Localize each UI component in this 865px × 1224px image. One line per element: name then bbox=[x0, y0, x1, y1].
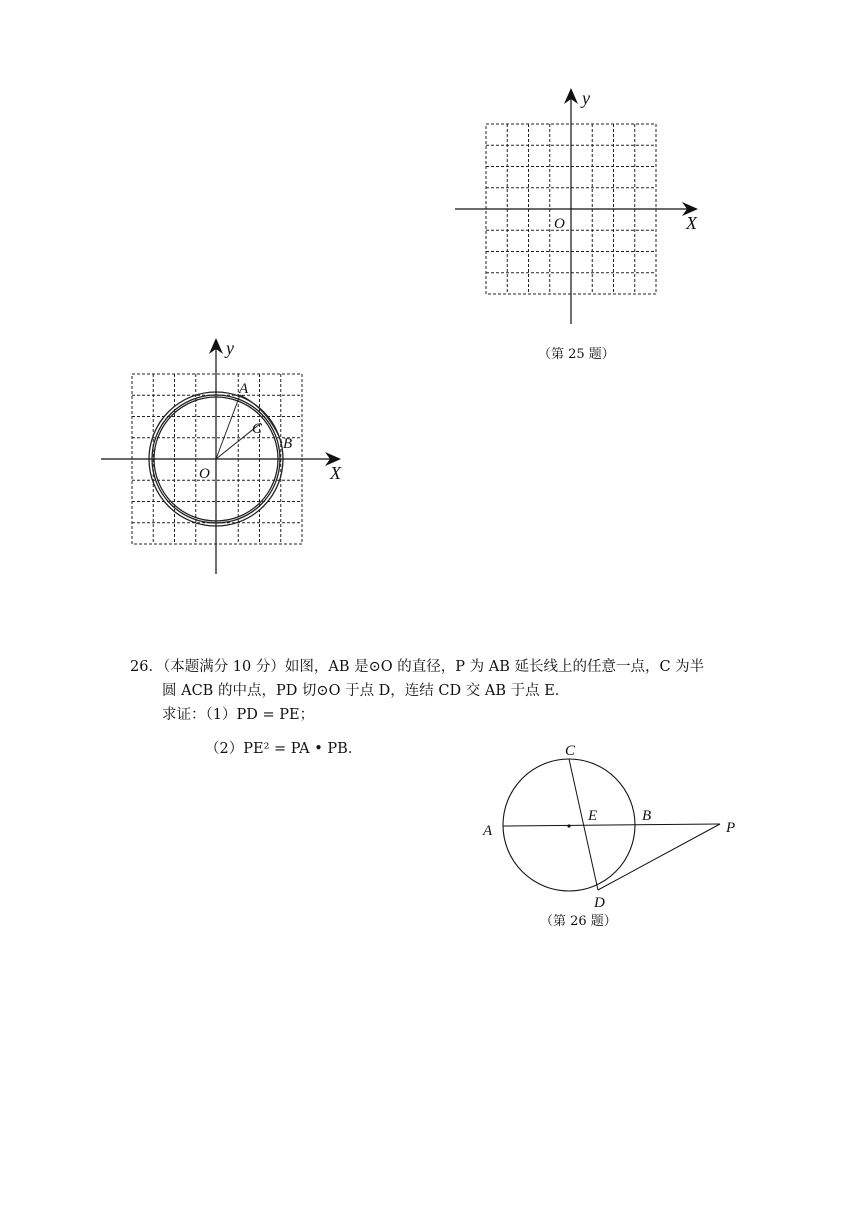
figure-26-diagram bbox=[470, 735, 750, 910]
line-pd bbox=[598, 824, 720, 890]
label-p: P bbox=[726, 820, 736, 836]
axis-x-label: X bbox=[330, 463, 341, 483]
figure-left-circle-grid bbox=[95, 333, 355, 583]
center-point bbox=[567, 824, 570, 827]
point-a-label: A bbox=[239, 381, 249, 397]
problem-26-line4: （2）PE² = PA • PB． bbox=[205, 741, 363, 757]
figure-25-grid bbox=[440, 80, 720, 330]
line-ap bbox=[503, 824, 720, 826]
label-c: C bbox=[565, 743, 576, 759]
problem-26-line2: 圆 ACB 的中点，PD 切⊙O 于点 D，连结 CD 交 AB 于点 E． bbox=[162, 683, 570, 699]
problem-26-line3: 求证：（1）PD = PE； bbox=[162, 707, 315, 723]
origin-label: O bbox=[554, 216, 565, 232]
figure-26-caption: （第 26 题） bbox=[540, 914, 617, 929]
label-a: A bbox=[483, 823, 493, 839]
line-cd bbox=[569, 759, 598, 890]
label-d: D bbox=[594, 895, 605, 910]
axis-y-label: y bbox=[582, 88, 590, 108]
point-c-label: C bbox=[252, 421, 263, 437]
origin-label: O bbox=[199, 466, 210, 482]
problem-text-line1: （本题满分 10 分）如图，AB 是⊙O 的直径，P 为 AB 延长线上的任意一点，C 为半 bbox=[162, 659, 705, 675]
axis-x-label: X bbox=[686, 213, 697, 233]
axis-y-label: y bbox=[226, 338, 234, 358]
point-b-label: B bbox=[283, 436, 293, 452]
problem-number: 26． bbox=[130, 659, 163, 675]
problem-26-line1 bbox=[130, 655, 704, 676]
label-e: E bbox=[588, 808, 598, 824]
label-b: B bbox=[642, 808, 652, 824]
figure-25-caption: （第 25 题） bbox=[538, 347, 615, 362]
